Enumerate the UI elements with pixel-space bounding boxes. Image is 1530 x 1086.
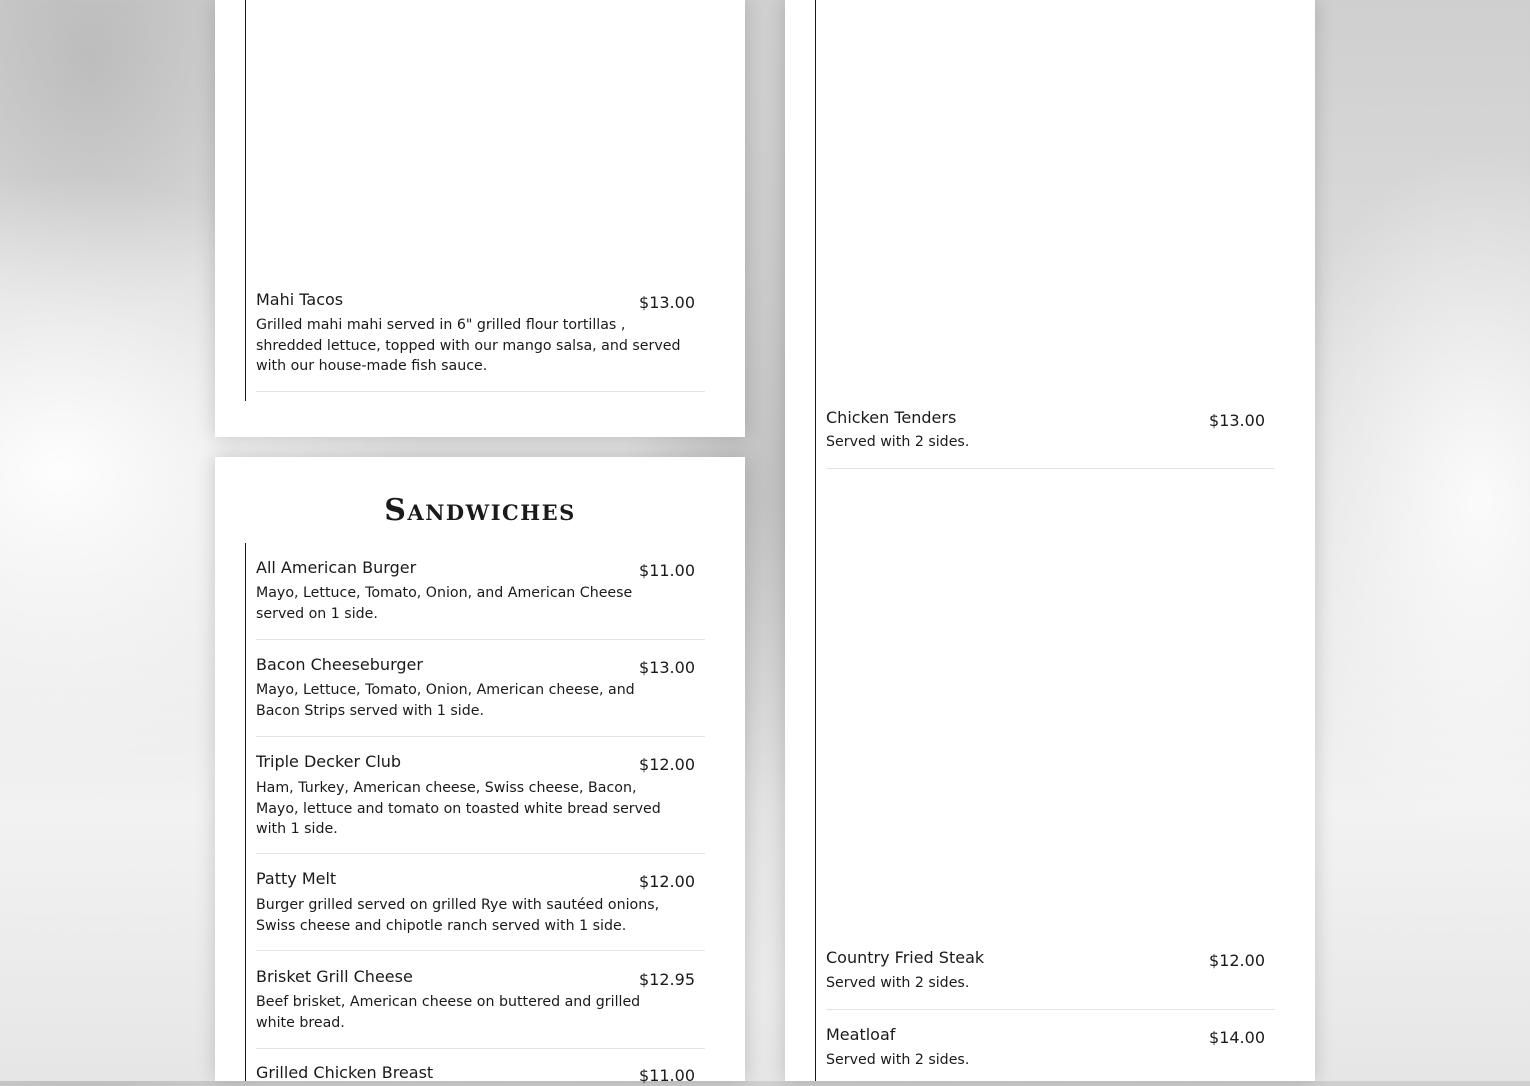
item-name: Patty Melt — [256, 869, 337, 888]
item-divider — [826, 468, 1275, 469]
item-description: Mayo, Lettuce, Tomato, Onion, American cheese, and Bacon Strips served with 1 side. — [256, 682, 635, 719]
item-name: Chicken Tenders — [826, 408, 957, 427]
item-name: Triple Decker Club — [256, 752, 402, 771]
item-divider — [826, 1009, 1275, 1010]
menu-panel-top-left — [215, 0, 745, 437]
item-divider — [256, 853, 705, 854]
item-divider — [256, 736, 705, 737]
item-divider — [256, 391, 705, 392]
item-price: $13.00 — [639, 293, 695, 312]
item-price: $12.00 — [639, 755, 695, 774]
item-name: Bacon Cheeseburger — [256, 655, 423, 674]
item-price: $14.00 — [1209, 1028, 1265, 1047]
item-price: $13.00 — [1209, 411, 1265, 430]
item-description: Grilled mahi mahi served in 6" grilled flour tortillas , shredded lettuce, topped with our mango salsa, and served with our house-made fish sauce. — [256, 317, 681, 374]
item-description: Served with 2 sides. — [826, 1052, 970, 1068]
item-divider — [256, 639, 705, 640]
item-name: All American Burger — [256, 558, 417, 577]
item-description: Mayo, Lettuce, Tomato, Onion, and American Cheese served on 1 side. — [256, 585, 633, 622]
section-title: Sandwiches — [384, 493, 576, 528]
item-name: Meatloaf — [826, 1025, 896, 1044]
item-name: Mahi Tacos — [256, 290, 344, 309]
item-price: $13.00 — [639, 658, 695, 677]
item-name: Grilled Chicken Breast — [256, 1063, 434, 1082]
item-list-rule — [815, 0, 816, 1081]
item-price: $12.00 — [1209, 951, 1265, 970]
item-divider — [256, 950, 705, 951]
menu-panel-sandwiches — [215, 457, 745, 1085]
item-description: Beef brisket, American cheese on buttered and grilled white bread. — [256, 994, 641, 1031]
item-name: Brisket Grill Cheese — [256, 967, 413, 986]
item-price: $12.00 — [639, 872, 695, 891]
item-name: Country Fried Steak — [826, 948, 985, 967]
item-price: $12.95 — [639, 970, 695, 989]
item-description: Served with 2 sides. — [826, 975, 970, 991]
item-list-rule — [245, 0, 246, 401]
item-description: Ham, Turkey, American cheese, Swiss cheese, Bacon, Mayo, lettuce and tomato on toasted white bread served with 1 side. — [256, 780, 661, 837]
menu-panel-right — [785, 0, 1315, 1081]
item-description: Burger grilled served on grilled Rye with sautéed onions, Swiss cheese and chipotle ranch served with 1 side. — [256, 897, 660, 934]
item-divider — [256, 1048, 705, 1049]
item-description: Served with 2 sides. — [826, 434, 970, 450]
item-price: $11.00 — [639, 1066, 695, 1085]
item-list-rule — [245, 543, 246, 1081]
item-price: $11.00 — [639, 561, 695, 580]
